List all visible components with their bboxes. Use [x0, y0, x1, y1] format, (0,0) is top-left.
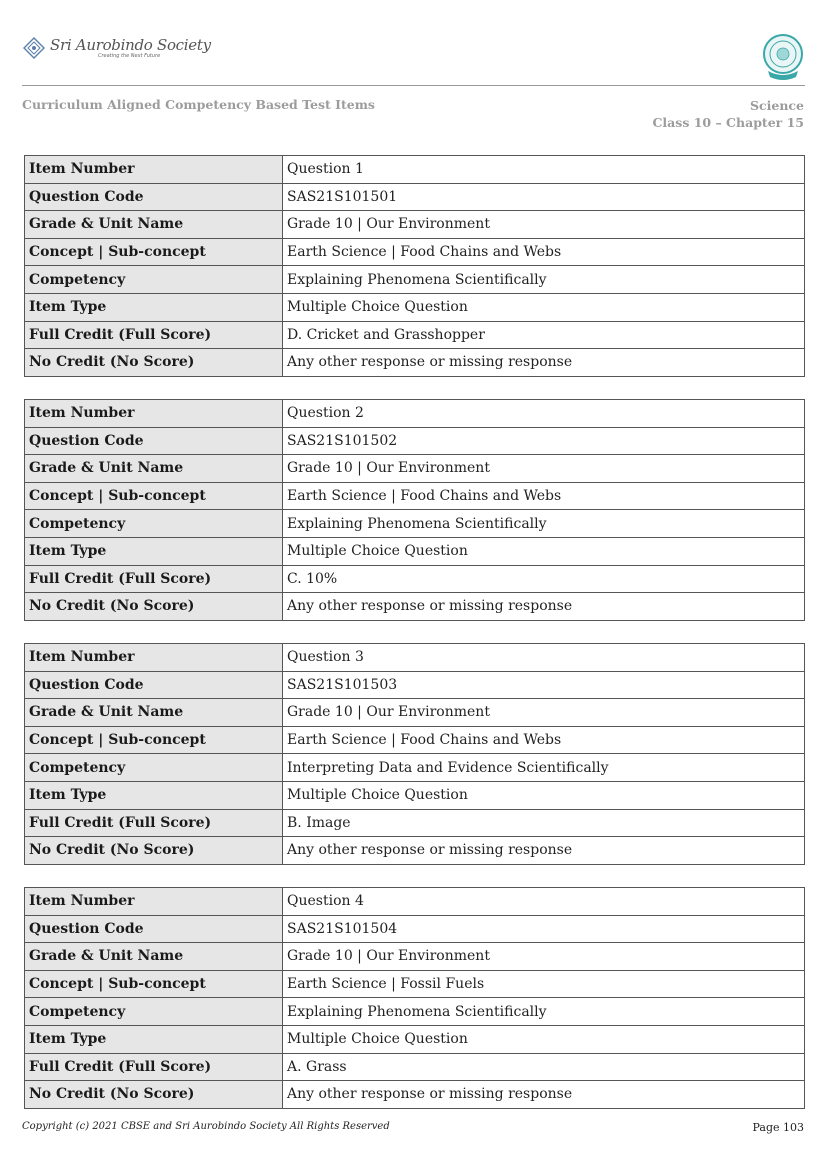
full-credit-value: C. 10% [283, 565, 805, 593]
table-row [25, 565, 805, 593]
table-row [25, 321, 805, 349]
label-cell: Full Credit (Full Score) [25, 1053, 283, 1081]
label-cell: Competency [25, 998, 283, 1026]
table-row [25, 537, 805, 565]
table-row [25, 238, 805, 266]
cbse-seal-icon [760, 33, 806, 81]
label-cell: Item Number [25, 156, 283, 184]
label-cell: Question Code [25, 427, 283, 455]
label-cell: No Credit (No Score) [25, 593, 283, 621]
class-chapter: Class 10 – Chapter 15 [652, 115, 804, 130]
competency-value: Explaining Phenomena Scientifically [283, 510, 805, 538]
full-credit-value: D. Cricket and Grasshopper [283, 321, 805, 349]
label-cell: No Credit (No Score) [25, 1081, 283, 1109]
label-cell: Full Credit (Full Score) [25, 565, 283, 593]
label-cell: Competency [25, 266, 283, 294]
table-row [25, 943, 805, 971]
label-cell: Full Credit (Full Score) [25, 809, 283, 837]
no-credit-value: Any other response or missing response [283, 1081, 805, 1109]
competency-value: Interpreting Data and Evidence Scientifically [283, 754, 805, 782]
logo-name: Sri Aurobindo Society [50, 35, 211, 54]
competency-value: Explaining Phenomena Scientifically [283, 266, 805, 294]
label-cell: Grade & Unit Name [25, 699, 283, 727]
item-table [24, 643, 805, 865]
grade-unit-value: Grade 10 | Our Environment [283, 455, 805, 483]
item-type-value: Multiple Choice Question [283, 537, 805, 565]
question-code-value: SAS21S101503 [283, 671, 805, 699]
table-row [25, 998, 805, 1026]
label-cell: Concept | Sub-concept [25, 970, 283, 998]
label-cell: No Credit (No Score) [25, 837, 283, 865]
label-cell: Grade & Unit Name [25, 943, 283, 971]
page-number: Page 103 [752, 1121, 804, 1134]
table-row [25, 455, 805, 483]
logo-tagline: Creating the Next Future [98, 52, 161, 59]
label-cell: Item Number [25, 400, 283, 428]
copyright-notice: Copyright (c) 2021 CBSE and Sri Aurobindo Society All Rights Reserved [22, 1121, 390, 1132]
label-cell: Concept | Sub-concept [25, 726, 283, 754]
no-credit-value: Any other response or missing response [283, 837, 805, 865]
item-number-value: Question 3 [283, 644, 805, 672]
table-row [25, 482, 805, 510]
table-row [25, 754, 805, 782]
label-cell: Item Type [25, 781, 283, 809]
table-row [25, 593, 805, 621]
subject-info [652, 97, 804, 131]
table-row [25, 888, 805, 916]
table-row [25, 266, 805, 294]
item-table [24, 887, 805, 1109]
no-credit-value: Any other response or missing response [283, 593, 805, 621]
label-cell: Question Code [25, 915, 283, 943]
table-row [25, 156, 805, 184]
full-credit-value: B. Image [283, 809, 805, 837]
concept-value: Earth Science | Food Chains and Webs [283, 238, 805, 266]
header-divider [22, 85, 805, 86]
table-row [25, 970, 805, 998]
item-table [24, 155, 805, 377]
table-row [25, 1081, 805, 1109]
label-cell: Competency [25, 510, 283, 538]
grade-unit-value: Grade 10 | Our Environment [283, 943, 805, 971]
item-type-value: Multiple Choice Question [283, 1025, 805, 1053]
item-type-value: Multiple Choice Question [283, 781, 805, 809]
society-emblem-icon [22, 36, 46, 60]
label-cell: Question Code [25, 671, 283, 699]
table-row [25, 837, 805, 865]
table-row [25, 211, 805, 239]
question-code-value: SAS21S101501 [283, 183, 805, 211]
item-table [24, 399, 805, 621]
label-cell: Item Type [25, 1025, 283, 1053]
concept-value: Earth Science | Food Chains and Webs [283, 482, 805, 510]
label-cell: Competency [25, 754, 283, 782]
competency-value: Explaining Phenomena Scientifically [283, 998, 805, 1026]
table-row [25, 809, 805, 837]
table-row [25, 1025, 805, 1053]
label-cell: Item Number [25, 644, 283, 672]
table-row [25, 915, 805, 943]
question-code-value: SAS21S101504 [283, 915, 805, 943]
label-cell: Item Type [25, 537, 283, 565]
label-cell: Item Number [25, 888, 283, 916]
label-cell: Question Code [25, 183, 283, 211]
table-row [25, 510, 805, 538]
table-row [25, 699, 805, 727]
label-cell: Concept | Sub-concept [25, 482, 283, 510]
question-code-value: SAS21S101502 [283, 427, 805, 455]
table-row [25, 427, 805, 455]
document-title: Curriculum Aligned Competency Based Test Items [22, 97, 375, 112]
label-cell: Grade & Unit Name [25, 211, 283, 239]
sri-aurobindo-society-logo [22, 36, 211, 60]
table-row [25, 1053, 805, 1081]
table-row [25, 183, 805, 211]
no-credit-value: Any other response or missing response [283, 349, 805, 377]
table-row [25, 644, 805, 672]
concept-value: Earth Science | Fossil Fuels [283, 970, 805, 998]
full-credit-value: A. Grass [283, 1053, 805, 1081]
table-row [25, 349, 805, 377]
label-cell: Full Credit (Full Score) [25, 321, 283, 349]
label-cell: No Credit (No Score) [25, 349, 283, 377]
table-row [25, 293, 805, 321]
label-cell: Concept | Sub-concept [25, 238, 283, 266]
grade-unit-value: Grade 10 | Our Environment [283, 699, 805, 727]
item-number-value: Question 4 [283, 888, 805, 916]
table-row [25, 671, 805, 699]
grade-unit-value: Grade 10 | Our Environment [283, 211, 805, 239]
subject: Science [750, 98, 804, 113]
table-row [25, 726, 805, 754]
concept-value: Earth Science | Food Chains and Webs [283, 726, 805, 754]
item-type-value: Multiple Choice Question [283, 293, 805, 321]
label-cell: Item Type [25, 293, 283, 321]
label-cell: Grade & Unit Name [25, 455, 283, 483]
item-number-value: Question 1 [283, 156, 805, 184]
item-number-value: Question 2 [283, 400, 805, 428]
table-row [25, 400, 805, 428]
table-row [25, 781, 805, 809]
